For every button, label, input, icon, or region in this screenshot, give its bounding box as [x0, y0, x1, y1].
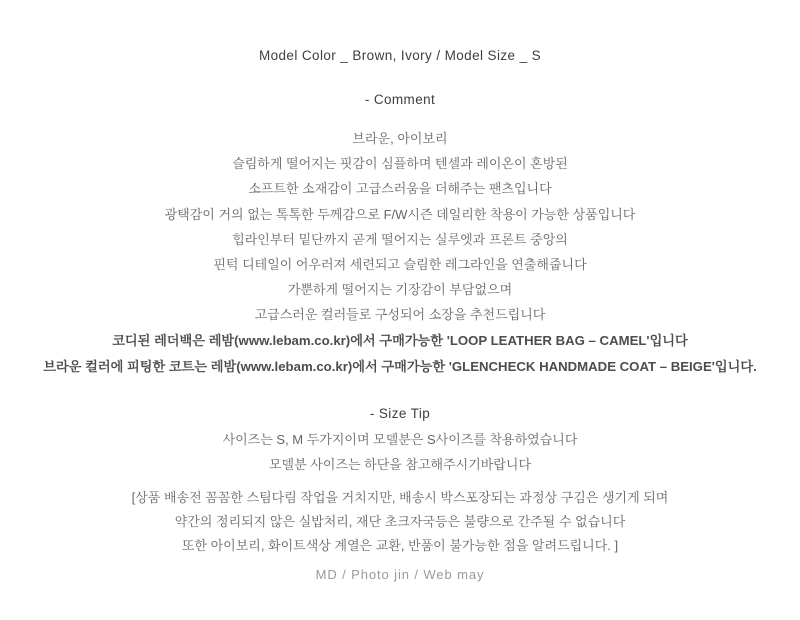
size-tip-section-heading: - Size Tip — [369, 405, 431, 421]
coordinated-item-line: 브라운 컬러에 피팅한 코트는 레밤(www.lebam.co.kr)에서 구매가능한 'GLENCHECK HANDMADE COAT – BEIGE'입니다. — [43, 358, 757, 374]
size-tip-line: 사이즈는 S, M 두가지이며 모델분은 S사이즈를 착용하였습니다 — [222, 431, 578, 447]
size-tip-line: 모델분 사이즈는 하단을 참고해주시기바랍니다 — [269, 456, 531, 472]
comment-line: 소프트한 소재감이 고급스러움을 더해주는 팬츠입니다 — [248, 181, 552, 197]
notice-line: 약간의 정리되지 않은 실밥처리, 재단 초크자국등은 불량으로 간주될 수 없습니다 — [174, 514, 626, 530]
coordinated-item-line: 코디된 레더백은 레밤(www.lebam.co.kr)에서 구매가능한 'LOOP LEATHER BAG – CAMEL'입니다 — [112, 332, 688, 348]
comment-line: 핀턱 디테일이 어우러져 세련되고 슬림한 레그라인을 연출해줍니다 — [213, 257, 587, 273]
staff-credit-line: MD / Photo jin / Web may — [315, 567, 485, 583]
comment-line: 힙라인부터 밑단까지 곧게 떨어지는 실루엣과 프론트 중앙의 — [232, 231, 568, 247]
comment-line: 슬림하게 떨어지는 핏감이 심플하며 텐셀과 레이온이 혼방된 — [232, 156, 568, 172]
comment-line: 브라운, 아이보리 — [352, 131, 448, 146]
comment-line: 고급스러운 컬러들로 구성되어 소장을 추천드립니다 — [254, 307, 546, 323]
notice-line: 또한 아이보리, 화이트색상 계열은 교환, 반품이 불가능한 점을 알려드립니다. ] — [181, 538, 619, 554]
comment-line: 광택감이 거의 없는 톡톡한 두께감으로 F/W시즌 데일리한 착용이 가능한 상품입니다 — [164, 206, 636, 222]
shipping-notice — [0, 486, 800, 558]
comment-section — [0, 126, 800, 380]
comment-line: 가뿐하게 떨어지는 기장감이 부담없으며 — [287, 282, 513, 298]
notice-line: [상품 배송전 꼼꼼한 스팀다림 작업을 거치지만, 배송시 박스포장되는 과정상 구김은 생기게 되며 — [131, 490, 669, 506]
comment-section-heading: - Comment — [364, 92, 436, 107]
model-info-line: Model Color _ Brown, Ivory / Model Size _ S — [258, 48, 542, 63]
size-tip-section — [0, 427, 800, 477]
